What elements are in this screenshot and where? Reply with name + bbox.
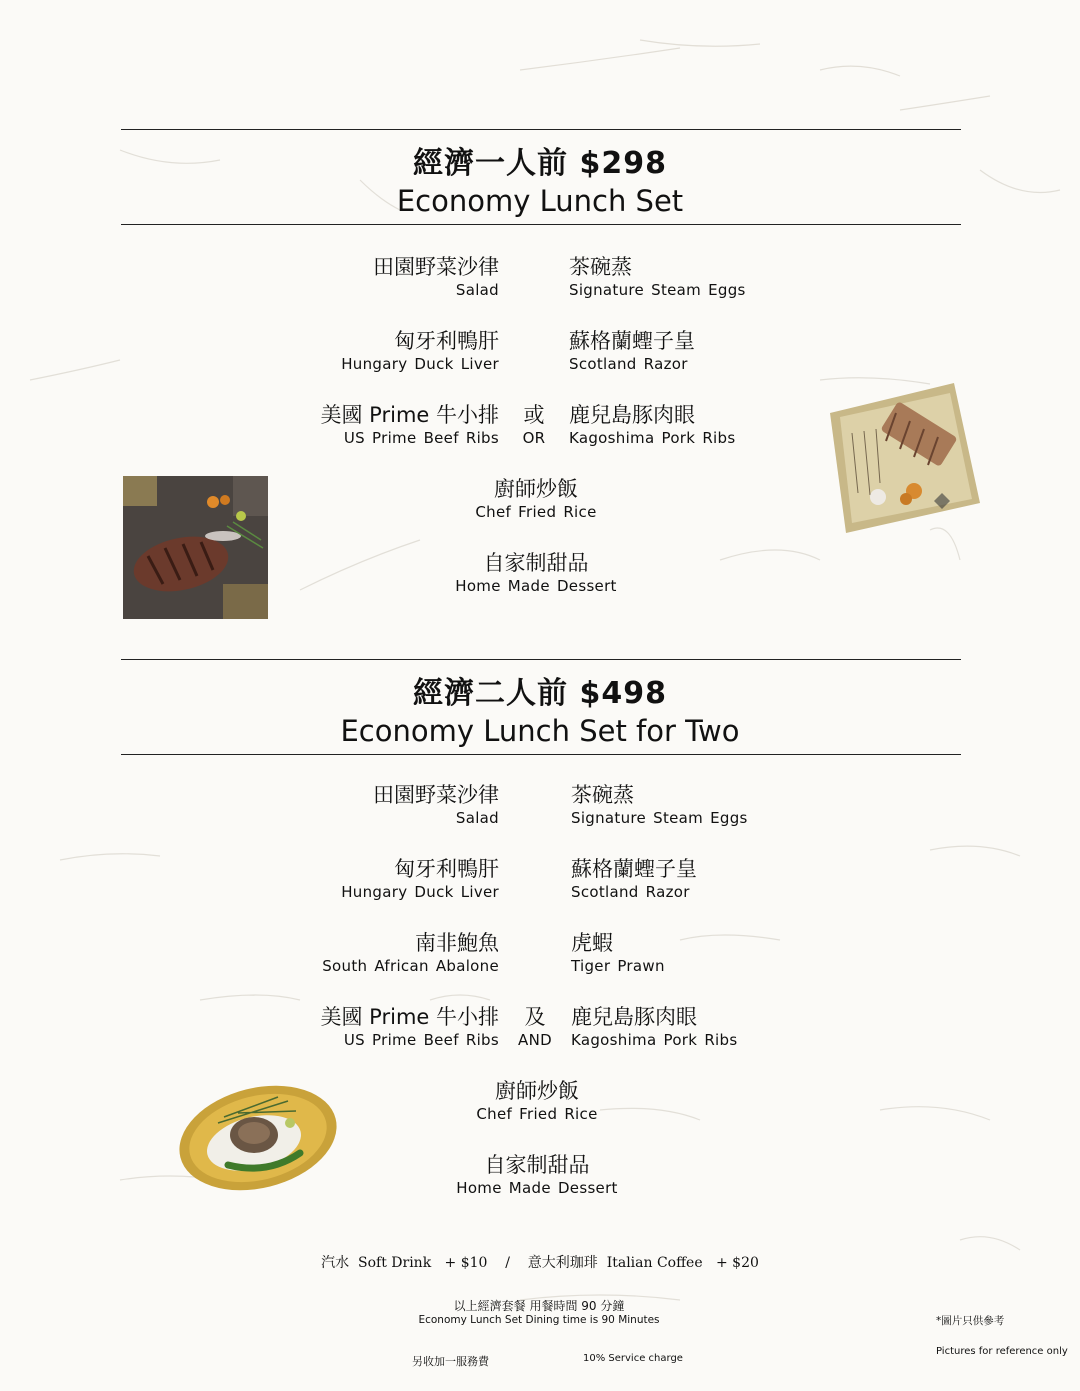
menu-item-zh: 自家制甜品 (484, 1153, 590, 1177)
menu-item-zh: 蘇格蘭蟶子皇 (571, 857, 697, 881)
menu-item-zh: 廚師炒飯 (494, 477, 578, 501)
menu-item-zh: 廚師炒飯 (495, 1079, 579, 1103)
divider-line (121, 129, 961, 130)
menu-item-en: Kagoshima Pork Ribs (569, 429, 736, 447)
service-charge-en: 10% Service charge (583, 1353, 683, 1364)
menu-item-en: US Prime Beef Ribs (343, 429, 499, 447)
menu-item-zh: 匈牙利鴨肝 (394, 329, 499, 353)
or-connector-zh: 或 (523, 403, 545, 427)
reference-note-zh: *圖片只供參考 (936, 1315, 1005, 1327)
dining-time-zh: 以上經濟套餐 用餐時間 90 分鐘 (453, 1299, 625, 1313)
menu-item-en: Scotland Razor (571, 883, 690, 901)
menu-item-en: Chef Fried Rice (475, 503, 597, 521)
menu-item-zh: 虎蝦 (571, 931, 613, 955)
reference-note-en: Pictures for reference only (936, 1346, 1068, 1357)
menu-item-zh: 田園野菜沙律 (373, 255, 499, 279)
menu-item-en: Hungary Duck Liver (341, 883, 499, 901)
abalone-dish-photo (178, 1083, 340, 1191)
menu-item-zh: 美國 Prime 牛小排 (320, 403, 499, 427)
menu-item-en: Chef Fried Rice (476, 1105, 598, 1123)
soft-drink-price: + $10 (444, 1255, 488, 1271)
divider-line (121, 659, 961, 660)
menu-item-zh: 匈牙利鴨肝 (394, 857, 499, 881)
pork-dish-photo (822, 383, 982, 535)
set1-title-en: Economy Lunch Set (396, 184, 684, 218)
menu-item-zh: 南非鮑魚 (415, 931, 499, 955)
and-connector-zh: 及 (524, 1005, 546, 1029)
menu-item-en: Salad (455, 809, 499, 827)
menu-item-en: US Prime Beef Ribs (343, 1031, 499, 1049)
service-charge-zh: 另收加一服務費 (412, 1355, 489, 1368)
set1-title-zh: 經濟一人前 $298 (413, 146, 667, 181)
menu-item-zh: 美國 Prime 牛小排 (320, 1005, 499, 1029)
set2-title-en: Economy Lunch Set for Two (340, 714, 740, 748)
set2-title-zh: 經濟二人前 $498 (413, 676, 667, 711)
coffee-price: + $20 (715, 1255, 759, 1271)
menu-item-en: Salad (455, 281, 499, 299)
soft-drink-zh: 汽水 (321, 1255, 350, 1271)
menu-item-zh: 自家制甜品 (483, 551, 589, 575)
menu-item-zh: 鹿兒島豚肉眼 (571, 1005, 697, 1029)
menu-item-zh: 田園野菜沙律 (373, 783, 499, 807)
dining-time-en: Economy Lunch Set Dining time is 90 Minutes (418, 1314, 660, 1326)
soft-drink-en: Soft Drink (358, 1255, 432, 1271)
divider-line (121, 754, 961, 755)
coffee-en: Italian Coffee (606, 1255, 703, 1271)
menu-item-en: Home Made Dessert (455, 577, 617, 595)
divider-line (121, 224, 961, 225)
menu-item-en: Hungary Duck Liver (341, 355, 499, 373)
or-connector-en: OR (522, 429, 546, 447)
and-connector-en: AND (518, 1031, 552, 1049)
coffee-zh: 意大利珈琲 (527, 1255, 598, 1271)
menu-item-zh: 鹿兒島豚肉眼 (569, 403, 695, 427)
menu-item-en: Signature Steam Eggs (569, 281, 746, 299)
addon-divider: / (505, 1255, 510, 1271)
menu-item-en: Tiger Prawn (571, 957, 665, 975)
beef-dish-photo (123, 476, 268, 619)
menu-item-en: Scotland Razor (569, 355, 688, 373)
menu-item-en: South African Abalone (322, 957, 499, 975)
menu-item-en: Home Made Dessert (456, 1179, 618, 1197)
menu-item-en: Kagoshima Pork Ribs (571, 1031, 738, 1049)
menu-item-en: Signature Steam Eggs (571, 809, 748, 827)
menu-item-zh: 茶碗蒸 (571, 783, 634, 807)
menu-item-zh: 茶碗蒸 (569, 255, 632, 279)
menu-item-zh: 蘇格蘭蟶子皇 (569, 329, 695, 353)
drink-addon-line (0, 1252, 1080, 1272)
